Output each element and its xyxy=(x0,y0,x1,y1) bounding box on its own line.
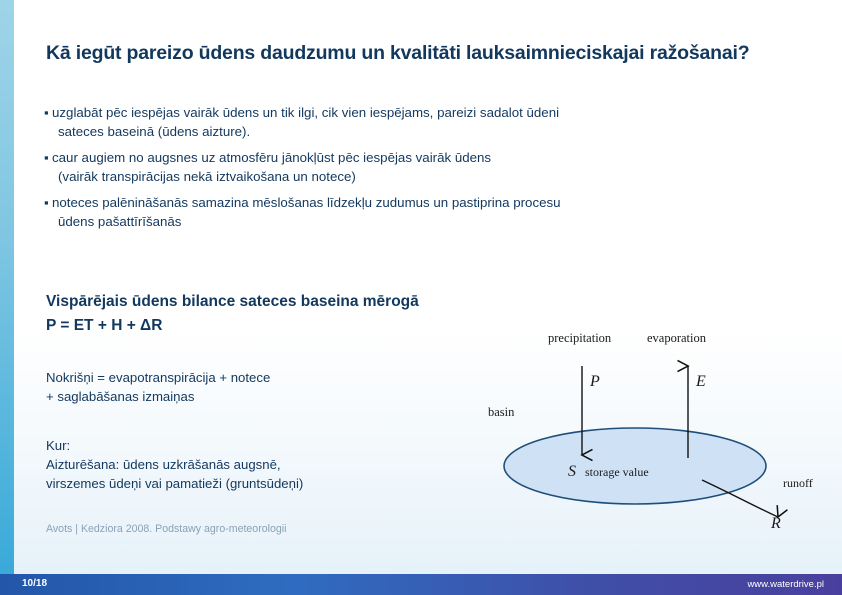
bullet-list xyxy=(44,103,724,238)
list-item xyxy=(44,103,724,141)
bullet-text: uzglabāt pēc iespējas vairāk ūdens un tik ilgi, cik vien iespējams, pareizi sadalot ūdeni xyxy=(52,105,560,120)
retention-definition-line3: virszemes ūdeņi vai pamatieži (gruntsūdeņi) xyxy=(46,476,304,491)
basin-label: basin xyxy=(488,405,515,419)
storage-symbol: S xyxy=(568,463,576,480)
bullet-line-primary xyxy=(44,193,724,212)
footer-bar xyxy=(0,574,842,595)
bullet-line-secondary: (vairāk transpirācijas nekā iztvaikošana un notece) xyxy=(58,169,356,184)
evaporation-symbol: E xyxy=(696,373,706,390)
bullet-line-primary xyxy=(44,103,724,122)
bullet-text: noteces palēnināšanās samazina mēslošanas līdzekļu zudumus un pastiprina procesu xyxy=(52,195,561,210)
page-number: 10/18 xyxy=(22,578,48,589)
runoff-label: runoff xyxy=(783,476,813,490)
precipitation-label: precipitation xyxy=(548,331,612,345)
bullet-line-secondary: ūdens pašattīrīšanās xyxy=(58,214,182,229)
bullet-marker-icon: ▪ xyxy=(44,150,49,165)
precipitation-symbol: P xyxy=(590,373,600,390)
source-citation: Avots | Kedziora 2008. Podstawy agro-meteorologii xyxy=(46,523,287,535)
evaporation-label: evaporation xyxy=(647,331,707,345)
page-title: Kā iegūt pareizo ūdens daudzumu un kvalitāti lauksaimnieciskajai ražošanai? xyxy=(46,42,750,64)
water-balance-diagram xyxy=(470,318,830,548)
list-item xyxy=(44,193,724,231)
list-item xyxy=(44,148,724,186)
retention-definition-line1: Kur: xyxy=(46,438,71,453)
equation-explanation xyxy=(46,368,466,406)
bullet-marker-icon: ▪ xyxy=(44,195,49,210)
bullet-marker-icon: ▪ xyxy=(44,105,49,120)
equation-explanation-line2: + saglabāšanas izmaiņas xyxy=(46,389,195,404)
storage-label: storage value xyxy=(585,465,649,479)
equation-explanation-line1: Nokrišņi = evapotranspirācija + notece xyxy=(46,370,271,385)
bullet-line-secondary: sateces baseinā (ūdens aizture). xyxy=(58,124,251,139)
runoff-symbol: R xyxy=(771,515,781,532)
footer-url[interactable]: www.waterdrive.pl xyxy=(747,579,824,590)
bullet-line-primary xyxy=(44,148,724,167)
section-subheading: Vispārējais ūdens bilance sateces baseina mērogā xyxy=(46,293,419,310)
bullet-text: caur augiem no augsnes uz atmosfēru jānokļūst pēc iespējas vairāk ūdens xyxy=(52,150,492,165)
water-balance-equation: P = ET + H + ΔR xyxy=(46,317,163,334)
retention-definition-line2: Aizturēšana: ūdens uzkrāšanās augsnē, xyxy=(46,457,281,472)
left-accent-bar xyxy=(0,0,14,595)
retention-definition xyxy=(46,436,466,493)
